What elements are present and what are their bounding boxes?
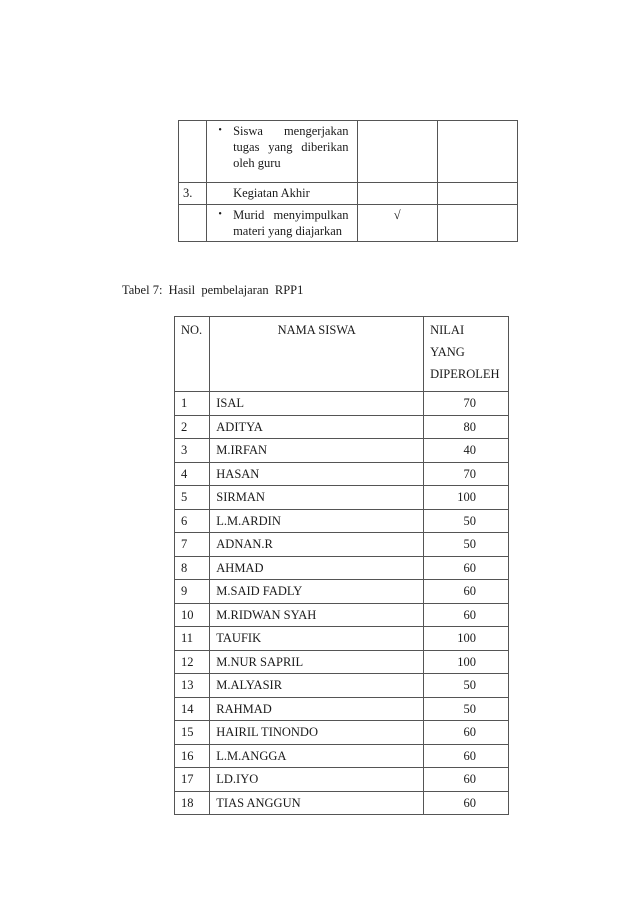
cell-no: 13 <box>175 674 210 698</box>
activity-number-cell <box>179 205 207 242</box>
cell-name: HAIRIL TINONDO <box>210 721 424 745</box>
cell-score: 60 <box>424 603 509 627</box>
cell-score: 80 <box>424 415 509 439</box>
cell-score: 50 <box>424 533 509 557</box>
cell-name: M.IRFAN <box>210 439 424 463</box>
cell-name: AHMAD <box>210 556 424 580</box>
activity-cell <box>207 205 357 242</box>
cell-score: 100 <box>424 627 509 651</box>
check-cell <box>357 183 437 205</box>
cell-score: 40 <box>424 439 509 463</box>
header-score <box>424 317 509 392</box>
cell-name: M.NUR SAPRIL <box>210 650 424 674</box>
cell-no: 8 <box>175 556 210 580</box>
cell-no: 4 <box>175 462 210 486</box>
activity-table <box>178 120 518 242</box>
cell-no: 1 <box>175 392 210 416</box>
empty-cell <box>437 121 517 183</box>
table-row <box>175 580 509 604</box>
activity-row <box>179 205 518 242</box>
cell-name: RAHMAD <box>210 697 424 721</box>
cell-score: 100 <box>424 650 509 674</box>
cell-no: 7 <box>175 533 210 557</box>
activity-row <box>179 121 518 183</box>
table-row <box>175 415 509 439</box>
cell-name: TAUFIK <box>210 627 424 651</box>
results-table <box>174 316 509 815</box>
table-row <box>175 791 509 815</box>
cell-name: L.M.ANGGA <box>210 744 424 768</box>
cell-name: M.ALYASIR <box>210 674 424 698</box>
table-row <box>175 744 509 768</box>
check-cell <box>357 205 437 242</box>
table-row <box>175 603 509 627</box>
table-row <box>175 486 509 510</box>
cell-name: L.M.ARDIN <box>210 509 424 533</box>
table-row <box>175 697 509 721</box>
cell-score: 60 <box>424 768 509 792</box>
table-row <box>175 462 509 486</box>
cell-score: 60 <box>424 744 509 768</box>
cell-name: ISAL <box>210 392 424 416</box>
cell-no: 16 <box>175 744 210 768</box>
cell-no: 12 <box>175 650 210 674</box>
cell-name: LD.IYO <box>210 768 424 792</box>
cell-no: 14 <box>175 697 210 721</box>
header-no: NO. <box>175 317 210 392</box>
cell-score: 60 <box>424 791 509 815</box>
cell-name: M.SAID FADLY <box>210 580 424 604</box>
table-row <box>175 721 509 745</box>
cell-no: 6 <box>175 509 210 533</box>
cell-score: 60 <box>424 721 509 745</box>
cell-name: TIAS ANGGUN <box>210 791 424 815</box>
cell-no: 5 <box>175 486 210 510</box>
bullet-icon: • <box>218 125 222 136</box>
cell-name: ADNAN.R <box>210 533 424 557</box>
cell-no: 18 <box>175 791 210 815</box>
bullet-icon: • <box>218 209 222 220</box>
table-row <box>175 650 509 674</box>
cell-name: HASAN <box>210 462 424 486</box>
cell-score: 50 <box>424 509 509 533</box>
cell-no: 10 <box>175 603 210 627</box>
checkmark-icon: √ <box>393 208 401 222</box>
cell-score: 70 <box>424 462 509 486</box>
cell-no: 15 <box>175 721 210 745</box>
cell-no: 3 <box>175 439 210 463</box>
table-row <box>175 439 509 463</box>
activity-heading: Kegiatan Akhir <box>233 186 310 200</box>
header-row <box>175 317 509 392</box>
cell-no: 2 <box>175 415 210 439</box>
cell-no: 11 <box>175 627 210 651</box>
activity-row <box>179 183 518 205</box>
cell-score: 100 <box>424 486 509 510</box>
table-row <box>175 674 509 698</box>
empty-cell <box>437 183 517 205</box>
header-score-line: YANG <box>430 345 465 359</box>
cell-score: 60 <box>424 580 509 604</box>
table-row <box>175 768 509 792</box>
header-score-line: NILAI <box>430 323 465 337</box>
cell-no: 17 <box>175 768 210 792</box>
cell-score: 60 <box>424 556 509 580</box>
activity-number-cell <box>179 183 207 205</box>
table-row <box>175 627 509 651</box>
cell-no: 9 <box>175 580 210 604</box>
cell-name: ADITYA <box>210 415 424 439</box>
cell-name: M.RIDWAN SYAH <box>210 603 424 627</box>
activity-number: 3. <box>183 186 193 200</box>
cell-score: 50 <box>424 674 509 698</box>
cell-score: 50 <box>424 697 509 721</box>
header-name: NAMA SISWA <box>210 317 424 392</box>
activity-cell <box>207 183 357 205</box>
cell-score: 70 <box>424 392 509 416</box>
table-row <box>175 556 509 580</box>
table-row <box>175 509 509 533</box>
table-row <box>175 392 509 416</box>
activity-number-cell <box>179 121 207 183</box>
cell-name: SIRMAN <box>210 486 424 510</box>
empty-cell <box>437 205 517 242</box>
table-row <box>175 533 509 557</box>
table-caption: Tabel 7: Hasil pembelajaran RPP1 <box>122 283 304 297</box>
activity-text: Siswa mengerjakan tugas yang diberikan oleh guru <box>233 124 349 170</box>
check-cell <box>357 121 437 183</box>
activity-text: Murid menyimpulkan materi yang diajarkan <box>233 208 349 238</box>
activity-cell <box>207 121 357 183</box>
header-score-line: DIPEROLEH <box>430 367 500 381</box>
